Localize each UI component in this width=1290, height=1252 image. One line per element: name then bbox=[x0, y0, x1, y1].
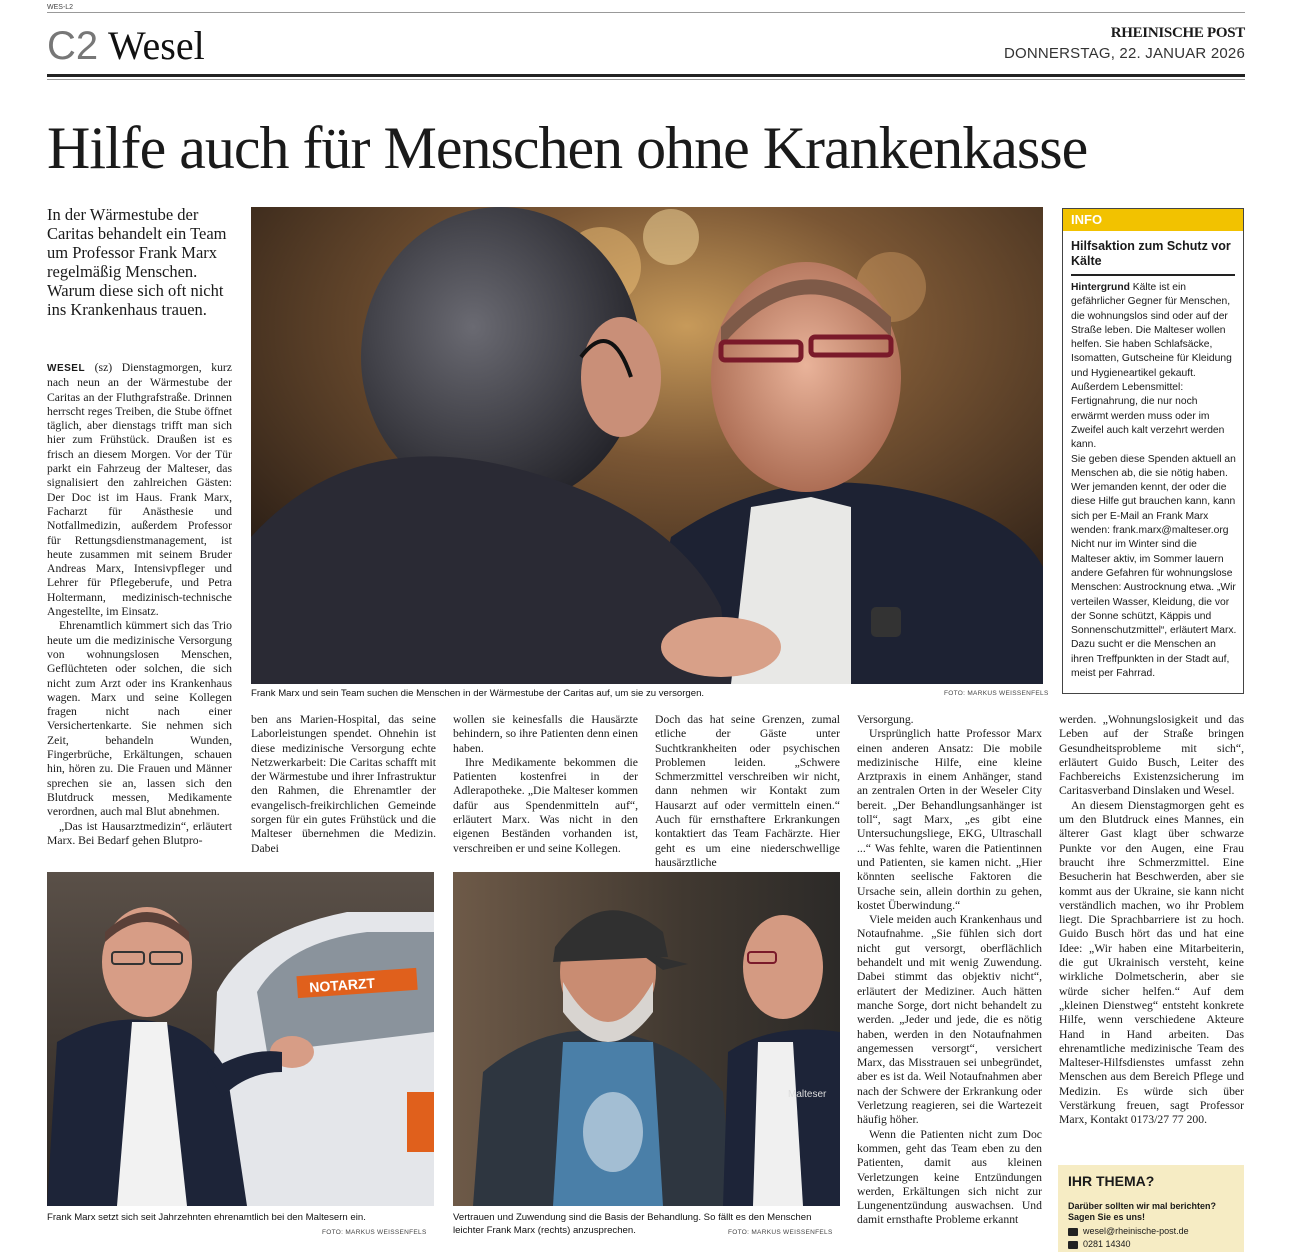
paragraph: Ehrenamtlich kümmert sich das Trio heute um die medizinische Versorgung von wohnungslosen Menschen, Geflüchteten oder solchen, die sich nicht zum Arzt oder ins Krankenhaus wagen. Marx und seine Kollegen fragen nicht nach einer Versichertenkarte. Sie nehmen sich Zeit, behandeln Wunden, Fingerbrüche, Erkältungen, schauen hin, hören zu. Die Frauen und Männer sprechen sie an, lassen sich den Blutdruck messen, Medikamente verordnen, auch mal Blut abnehmen. bbox=[47, 619, 232, 819]
main-photo-caption: Frank Marx und sein Team suchen die Menschen in der Wärmestube der Caritas auf, um sie zu versorgen. bbox=[251, 688, 705, 699]
reader-topic-title: IHR THEMA? bbox=[1068, 1173, 1155, 1189]
paragraph: (sz) Dienstagmorgen, kurz nach neun an der Wärmestube der Caritas an der Fluthgrafstraße. Drinnen herrscht reges Treiben, die Stube öffnet täglich, aber dienstags trifft man sich hier zum Frühstück. Draußen ist es frisch an diesem Morgen. Vor der Tür parkt ein Fahrzeug der Malteser, das signalisiert den zahlreichen Gästen: Der Doc ist im Haus. Frank Marx, Facharzt für Anästhesie und Notfallmedizin, außerdem Professor für Rettungsdienstmanagement, ist heute zusammen mit seinem Bruder Andreas Marx, Intensivpfleger und Lehrer für Pflegeberufe, und Petra Holtermann, medizinisch-technische Angestellte, im Einsatz. bbox=[47, 361, 232, 619]
info-paragraph: Kälte ist ein gefährlicher Gegner für Menschen, die wohnungslos sind oder auf der Straße leben. Die Malteser wollen helfen. Sie haben Schlafsäcke, Isomatten, Gutscheine für Kleidung und Hygieneartikel gekauft. Außerdem Lebensmittel: Fertignahrung, die nur noch erwärmt werden muss oder im Zweifel auch kalt verzehrt werden kann. bbox=[1071, 282, 1232, 451]
main-photo-credit: FOTO: MARKUS WEISSENFELS bbox=[944, 690, 1049, 697]
section-name: Wesel bbox=[108, 23, 205, 68]
article-column-4 bbox=[655, 713, 840, 870]
mail-icon bbox=[1068, 1228, 1078, 1236]
info-body bbox=[1071, 281, 1237, 681]
photo-patient-conversation bbox=[453, 872, 840, 1206]
paragraph: ben ans Marien-Hospital, das seine Laborleistungen spendet. Ohnehin ist diese medizinische Versorgung echte Netzwerkarbeit: Die Caritas schafft mit der Wärmestube und ihrer Infrastruktur den Rahmen, die Ehrenamtler der evangelisch-freikirchlichen Gemeinde sorgen für ein gutes Frühstück und die Malteser übernehmen die Medizin. Dabei bbox=[251, 713, 436, 855]
photo-doctor-at-car bbox=[47, 872, 434, 1206]
photo-doctor-conversation bbox=[251, 207, 1043, 684]
article-column-6 bbox=[1059, 713, 1244, 1128]
info-label: INFO bbox=[1063, 209, 1243, 231]
paragraph: Doch das hat seine Grenzen, zumal etliche der Gäste unter Suchtkrankheiten oder psychischen Problemen leiden. „Schwere Schmerzmittel verschreiben wir nicht, dann nehmen wir Kontakt zum Hausarzt auf oder vermitteln einen.“ Auch für ernsthaftere Erkrankungen kontaktiert das Team Fachärzte. Hier geht es um eine niederschwellige hausärztliche bbox=[655, 713, 840, 869]
mid-photo-caption: Vertrauen und Zuwendung sind die Basis der Behandlung. So fällt es den Menschen leichter Frank Marx (rechts) anzusprechen. bbox=[453, 1212, 812, 1236]
header-rule-thin bbox=[47, 79, 1245, 80]
reader-topic-question: Darüber sollten wir mal berichten? Sagen Sie es uns! bbox=[1068, 1201, 1217, 1222]
issue-date: DONNERSTAG, 22. JANUAR 2026 bbox=[1003, 45, 1245, 62]
article-column-2 bbox=[251, 713, 436, 856]
mid-photo-credit: FOTO: MARKUS WEISSENFELS bbox=[728, 1229, 833, 1236]
info-paragraph: Sie geben diese Spenden aktuell an Menschen ab, die sie nötig haben. Wer jemanden kennt, der oder die diese Hilfe gut brauchen kann, kann sich per E-Mail an Frank Marx wenden: frank.marx@malteser.org bbox=[1071, 453, 1236, 537]
reader-topic-phone-line bbox=[1068, 1238, 1131, 1250]
paragraph: Ihre Medikamente bekommen die Patienten kostenfrei in der Adlerapotheke. „Die Malteser kommen dafür aus Spendenmitteln auf“, erläutert Marx. Was nicht in den eigenen Beständen vorhanden ist, verschreiben er und seine Kollegen. bbox=[453, 755, 638, 855]
section-number: C2 bbox=[47, 24, 99, 68]
car-sign-text: NOTARZT bbox=[308, 974, 376, 996]
dateline: WESEL bbox=[47, 363, 86, 374]
paragraph: Versorgung. bbox=[857, 713, 914, 726]
article-column-1 bbox=[47, 361, 232, 848]
headline: Hilfe auch für Menschen ohne Krankenkasse bbox=[47, 115, 1088, 181]
info-box bbox=[1062, 208, 1244, 694]
photo-ambulance bbox=[47, 872, 434, 1206]
article-column-3 bbox=[453, 713, 638, 856]
info-lead: Hintergrund bbox=[1071, 282, 1130, 293]
info-title: Hilfsaktion zum Schutz vor Kälte bbox=[1071, 239, 1231, 268]
reader-topic-email[interactable]: wesel@rheinische-post.de bbox=[1083, 1226, 1189, 1236]
phone-icon bbox=[1068, 1241, 1078, 1249]
paragraph: wollen sie keinesfalls die Hausärzte behindern, so ihre Patienten denn einen haben. bbox=[453, 713, 638, 755]
top-rule bbox=[47, 12, 1245, 13]
photo-patient bbox=[453, 872, 840, 1206]
article-column-5 bbox=[857, 713, 1042, 1228]
paragraph: „Das ist Hausarztmedizin“, erläutert Marx. Bei Bedarf gehen Blutpro- bbox=[47, 819, 232, 847]
reader-topic-phone: 0281 14340 bbox=[1083, 1239, 1131, 1249]
paragraph: Ursprünglich hatte Professor Marx einen anderen Ansatz: Die mobile medizinische Hilfe, eine kleine Arztpraxis in einem Anhänger, stand an zentralen Orten in der Weseler City bereit. „Der Behandlungsanhänger ist toll“, sagt Marx, „es gibt eine Untersuchungsliege, EKG, Ultraschall ...“ Was fehlte, waren die Patientinnen und Patienten, sie kamen nicht. „Hier könnten seelische Faktoren die Ursache sein, allein dorthin zu gehen, kostet Überwindung.“ bbox=[857, 727, 1042, 912]
masthead: RHEINISCHE POST bbox=[1110, 25, 1245, 41]
header-rule bbox=[47, 74, 1245, 77]
teaser: In der Wärmestube der Caritas behandelt ein Team um Professor Frank Marx regelmäßig Menschen. Warum diese sich oft nicht ins Krankenhaus trauen. bbox=[47, 205, 227, 319]
paragraph: werden. „Wohnungslosigkeit und das Leben auf der Straße bringen Gesundheitsprobleme mit sich“, erläutert Guido Busch, Leiter des Fachbereichs Existenzsicherung im Caritasverband Dinslaken und Wesel. bbox=[1059, 713, 1244, 798]
paragraph: Wenn die Patienten nicht zum Doc kommen, geht das Team eben zu den Patienten, damit aus kleinen Verletzungen keine Entzündungen werden, Erkältungen sich nicht zur Lungenentzündung auswachsen. Und damit ernsthafte Probleme erkannt bbox=[857, 1127, 1042, 1227]
paragraph: An diesem Dienstagmorgen geht es um den Blutdruck eines Mannes, ein älterer Gast klagt über schwarze Punkte vor den Augen, eine Frau braucht ihre Schmerzmittel. Eine Besucherin hat Beschwerden, aber sie kommt aus der Ukraine, sie kann nicht verständlich machen, wo ihr Problem liegt. Die Sprachbarriere ist zu hoch. Guido Busch hört das und hat eine Idee: „Wir haben eine Mitarbeiterin, die gut Ukrainisch versteht, keine wirkliche Dolmetscherin, aber sie würde sicher helfen.“ Auf dem „kleinen Dienstweg“ entsteht konkrete Hilfe, wenn verschiedene Akteure Hand in Hand arbeiten. Das ehrenamtliche medizinische Team des Malteser-Hilfsdienstes umfasst zehn Menschen aus dem Bereich Pflege und Medizin. Es würde sich über Verstärkung freuen, sagt Professor Marx, Kontakt 0173/27 77 200. bbox=[1059, 798, 1244, 1127]
left-photo-caption: Frank Marx setzt sich seit Jahrzehnten ehrenamtlich bei den Maltesern ein. bbox=[47, 1212, 366, 1223]
left-photo-credit: FOTO: MARKUS WEISSENFELS bbox=[322, 1229, 427, 1236]
jacket-text: Malteser bbox=[788, 1089, 827, 1100]
edition-code: WES-L2 bbox=[47, 4, 74, 11]
info-paragraph: Nicht nur im Winter sind die Malteser aktiv, im Sommer lauern andere Gefahren für wohnungslose Menschen: Austrocknung etwa. „Wir verteilen Wasser, Kleidung, die vor der Sonne schützt, Käppis und Sonnenschutzmittel“, erläutert Marx. Dazu sucht er die Menschen an ihren Treffpunkten in der Stadt auf, meist per Fahrrad. bbox=[1071, 539, 1237, 680]
paragraph: Viele meiden auch Krankenhaus und Notaufnahme. „Sie fühlen sich dort nicht gut versorgt, oberflächlich behandelt und mit wenig Zuwendung. Dabei stimmt das objektiv nicht“, erläutert der Mediziner. Auch hätten manche Sorge, dort nicht behandelt zu werden. „Jeder und jede, die es nötig haben, werden in den Notaufnahmen angemessen versorgt“, versichert Marx, das Misstrauen sei unbegründet, aber es ist da. Weil Notaufnahmen aber nach der Schwere der Erkrankung oder Verletzung reagieren, sei die Wartezeit häufig höher. bbox=[857, 913, 1042, 1127]
reader-topic-email-line bbox=[1068, 1225, 1189, 1237]
main-photo bbox=[251, 207, 1043, 684]
info-rule bbox=[1071, 274, 1235, 276]
reader-topic-box bbox=[1058, 1165, 1244, 1252]
